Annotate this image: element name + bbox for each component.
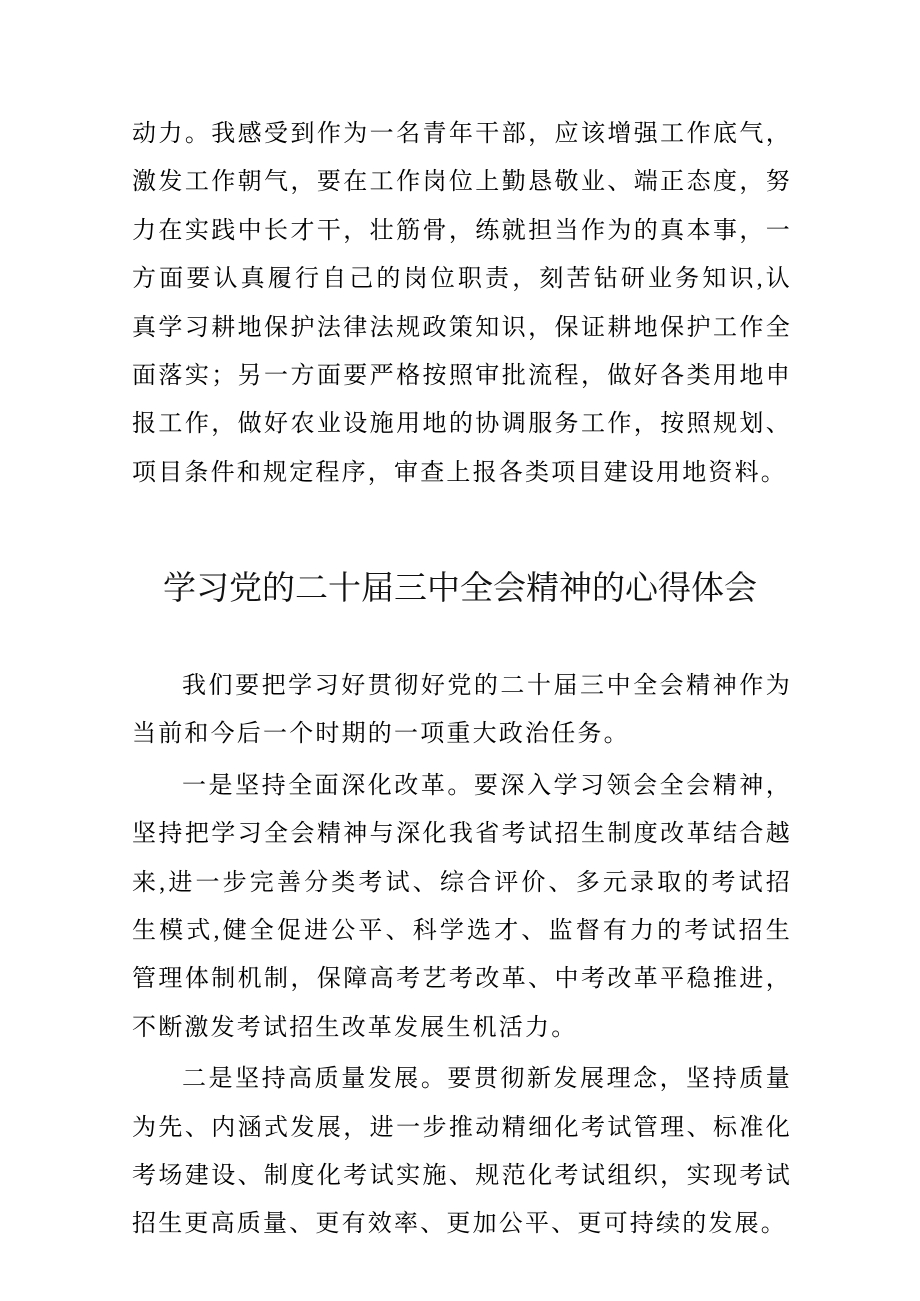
intro-continuation-paragraph: 动力。我感受到作为一名青年干部，应该增强工作底气，激发工作朝气，要在工作岗位上勤恳敬业、端正态度，努力在实践中长才干，壮筋骨，练就担当作为的真本事，一方面要认真履行自己的岗位职责，刻苦钻研业务知识,认真学习耕地保护法律法规政策知识，保证耕地保护工作全面落实；另一方面要严格按照审批流程，做好各类用地申报工作，做好农业设施用地的协调服务工作，按照规划、项目条件和规定程序，审查上报各类项目建设用地资料。: [132, 121, 792, 486]
body-paragraph-3: 二是坚持高质量发展。要贯彻新发展理念，坚持质量为先、内涵式发展，进一步推动精细化考试管理、标准化考场建设、制度化考试实施、规范化考试组织，实现考试招生更高质量、更有效率、更加公平、更可持续的发展。: [132, 1066, 792, 1238]
body-paragraph-2: 一是坚持全面深化改革。要深入学习领会全会精神，坚持把学习全会精神与深化我省考试招生制度改革结合越来,进一步完善分类考试、综合评价、多元录取的考试招生模式,健全促进公平、科学选才、监督有力的考试招生管理体制机制，保障高考艺考改革、中考改革平稳推进，不断激发考试招生改革发展生机活力。: [132, 772, 792, 1041]
body-section: [132, 662, 792, 1249]
intro-section: [132, 110, 792, 497]
page-title: 学习党的二十届三中全会精神的心得体会: [163, 568, 757, 607]
body-paragraph-1: 我们要把学习好贯彻好党的二十届三中全会精神作为当前和今后一个时期的一项重大政治任务。: [132, 673, 792, 748]
